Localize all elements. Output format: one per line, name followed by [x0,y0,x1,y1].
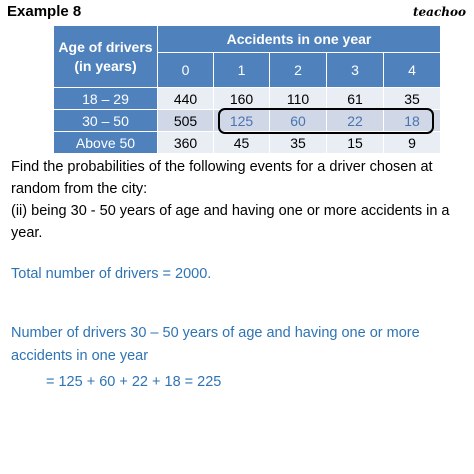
col-header-0: 0 [158,53,214,88]
accidents-table [53,25,441,154]
brand-logo: teachoo [413,5,466,19]
col-header-4: 4 [384,53,441,88]
table-cell: 110 [270,88,327,110]
table-row [54,88,441,110]
col-header-1: 1 [214,53,270,88]
table-cell: 440 [158,88,214,110]
table-cell: 9 [384,132,441,154]
count-description-text: Number of drivers 30 – 50 years of age and having one or more accidents in one year [11,325,420,364]
table-cell-highlighted: 60 [270,110,327,132]
row-label: 30 – 50 [54,110,158,132]
highlight-box [218,108,434,134]
question-line1: Find the probabilities of the following events for a driver chosen at random from the city: [11,159,433,197]
age-header-line1: Age of drivers [58,38,153,55]
col-header-3: 3 [327,53,384,88]
col-header-2: 2 [270,53,327,88]
row-label: 18 – 29 [54,88,158,110]
total-drivers-text: Total number of drivers = 2000. [11,266,212,282]
sum-equation: = 125 + 60 + 22 + 18 = 225 [46,374,222,390]
row-label: Above 50 [54,132,158,154]
table-cell: 35 [270,132,327,154]
table-row [54,132,441,154]
age-header-line2: (in years) [74,57,137,74]
table-cell: 505 [158,110,214,132]
question-text [11,156,469,244]
accidents-header: Accidents in one year [158,26,441,53]
table-cell-highlighted: 18 [384,110,441,132]
table-cell: 35 [384,88,441,110]
table-cell-highlighted: 125 [214,110,270,132]
example-title: Example 8 [7,3,82,20]
table-cell: 360 [158,132,214,154]
table-cell: 61 [327,88,384,110]
table-cell: 160 [214,88,270,110]
table-cell-highlighted: 22 [327,110,384,132]
table-cell: 45 [214,132,270,154]
question-line2: (ii) being 30 - 50 years of age and having one or more accidents in a year. [11,203,450,241]
age-header [54,26,158,88]
table-cell: 15 [327,132,384,154]
